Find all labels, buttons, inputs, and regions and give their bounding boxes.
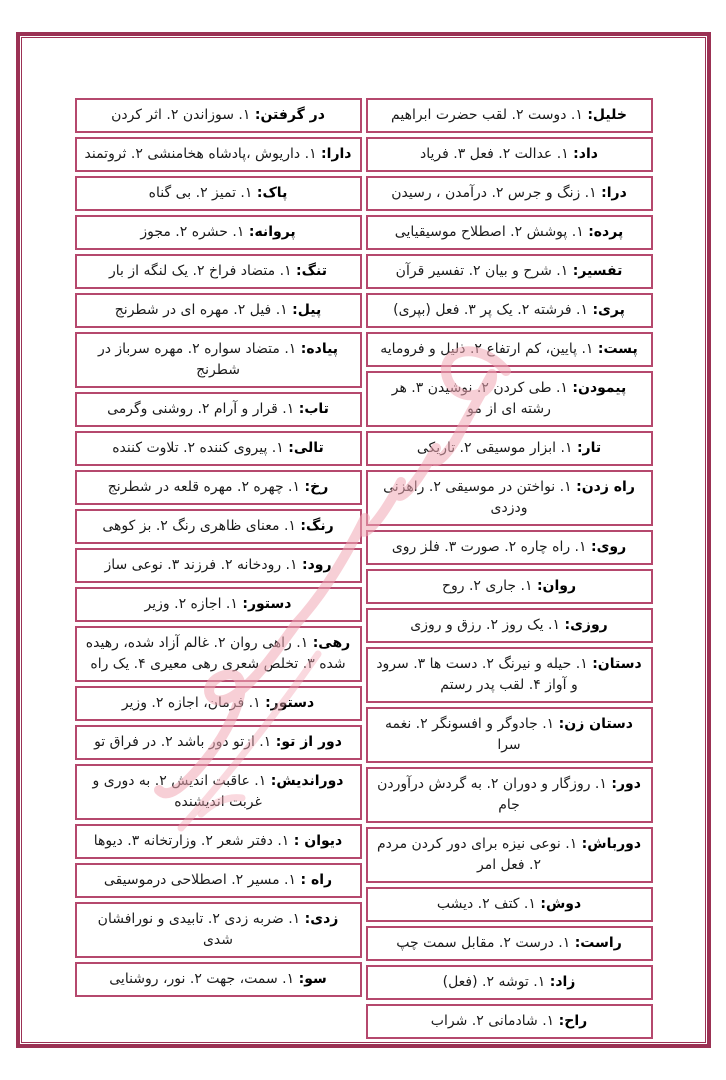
entry-right-13 (366, 647, 653, 703)
entry-right-14 (366, 707, 653, 763)
entry-term: خلیل: (587, 107, 627, 123)
entry-definition: ۱. حشره ۲. مجوز (140, 224, 245, 240)
entry-definition: ۱. عاقبت اندیش ۲. به دوری و غربت اندیشنده (92, 773, 267, 810)
entry-left-8 (75, 431, 362, 466)
entry-definition: ۱. دوست ۲. لقب حضرت ابراهیم (391, 107, 583, 123)
entry-definition: ۱. فرمان، اجازه ۲. وزیر (121, 695, 261, 711)
entry-right-4 (366, 254, 653, 289)
entry-definition: ۱. قرار و آرام ۲. روشنی وگرمی (107, 401, 295, 417)
entry-right-20 (366, 1004, 653, 1039)
entry-definition: ۱. جادوگر و افسونگر ۲. نغمه سرا (384, 716, 555, 753)
entry-term: دارا: (321, 146, 352, 162)
entry-term: دستان: (592, 656, 642, 672)
entry-left-3 (75, 215, 362, 250)
entry-term: در گرفتن: (254, 107, 325, 123)
entry-definition: ۱. مسیر ۲. اصطلاحی درموسیقی (103, 872, 297, 888)
left-column (75, 98, 362, 1039)
entry-left-7 (75, 392, 362, 427)
entry-left-19 (75, 902, 362, 958)
entry-definition: ۱. معنای ظاهری رنگ ۲. بز کوهی (102, 518, 296, 534)
entry-definition: ۱. تمیز ۲. بی گناه (148, 185, 253, 201)
entry-term: روان: (536, 578, 577, 594)
entry-right-11 (366, 569, 653, 604)
entry-definition: ۱. فیل ۲. مهره ای در شطرنج (114, 302, 288, 318)
entry-term: پاک: (256, 185, 288, 201)
page-border-frame (16, 32, 711, 1048)
entry-definition: ۱. شادمانی ۲. شراب (430, 1013, 555, 1029)
entry-term: تاب: (298, 401, 329, 417)
entry-definition: ۱. جاری ۲. روح (441, 578, 533, 594)
entry-right-10 (366, 530, 653, 565)
entry-term: پرده: (588, 224, 624, 240)
entry-definition: ۱. دفتر شعر ۲. وزارتخانه ۳. دیوها (93, 833, 290, 849)
entry-left-14 (75, 686, 362, 721)
entry-term: راح: (558, 1013, 588, 1029)
entry-right-2 (366, 176, 653, 211)
entry-definition: ۱. متضاد فراخ ۲. یک لنگه از بار (109, 263, 292, 279)
entry-term: دیوان : (293, 833, 343, 849)
entry-definition: ۱. چهره ۲. مهره قلعه در شطرنج (107, 479, 301, 495)
entry-definition: ۱. زنگ و جرس ۲. درآمدن ، رسیدن (391, 185, 597, 201)
entry-definition: ۱. راهی روان ۲. غالم آزاد شده، رهیده شده ۳. تخلص شعری رهی معیری ۴. یک راه (85, 635, 346, 672)
entry-term: تنگ: (296, 263, 327, 279)
entry-left-0 (75, 98, 362, 133)
entry-term: پیاده: (300, 341, 339, 357)
entry-term: دوش: (540, 896, 582, 912)
entry-definition: ۱. پیروی کننده ۲. تلاوت کننده (112, 440, 284, 456)
entry-term: دور: (611, 776, 641, 792)
entry-term: دستور: (242, 596, 292, 612)
entry-right-19 (366, 965, 653, 1000)
entry-left-1 (75, 137, 362, 172)
entry-term: پروانه: (248, 224, 296, 240)
entry-term: درا: (601, 185, 627, 201)
entry-definition: ۱. عدالت ۲. فعل ۳. فریاد (420, 146, 569, 162)
entry-definition: ۱. یک روز ۲. رزق و روزی (410, 617, 561, 633)
entry-term: رنگ: (300, 518, 334, 534)
entry-term: دوراندیش: (270, 773, 344, 789)
entry-term: رود: (301, 557, 332, 573)
entry-left-5 (75, 293, 362, 328)
entry-term: دور از تو: (275, 734, 342, 750)
entry-definition: ۱. حیله و نیرنگ ۲. دست ها ۳. سرود و آواز ۴. لقب پدر رستم (376, 656, 588, 693)
entry-left-4 (75, 254, 362, 289)
entry-term: روی: (590, 539, 627, 555)
entry-definition: ۱. درست ۲. مقابل سمت چپ (396, 935, 571, 951)
entry-definition: ۱. نواختن در موسیقی ۲. راهزنی ودزدی (383, 479, 572, 516)
entry-term: دستان زن: (558, 716, 633, 732)
entry-term: زاد: (549, 974, 576, 990)
entry-term: دستور: (265, 695, 315, 711)
entry-term: رخ: (304, 479, 329, 495)
entry-right-7 (366, 371, 653, 427)
entry-definition: ۱. فرشته ۲. یک پر ۳. فعل (بپری) (393, 302, 588, 318)
entry-definition: ۱. روزگار و دوران ۲. به گردش درآوردن جام (377, 776, 607, 813)
entry-right-6 (366, 332, 653, 367)
entry-left-16 (75, 764, 362, 820)
entry-term: دورباش: (581, 836, 642, 852)
entry-term: تالی: (288, 440, 324, 456)
entry-left-18 (75, 863, 362, 898)
entry-term: پری: (592, 302, 625, 318)
entry-definition: ۱. رودخانه ۲. فرزند ۳. نوعی ساز (104, 557, 298, 573)
entry-term: روزی: (564, 617, 608, 633)
entry-definition: ۱. اجازه ۲. وزیر (144, 596, 238, 612)
entry-term: پیل: (292, 302, 322, 318)
entry-definition: ۱. ضربه زدی ۲. تابیدی و نورافشان شدی (97, 911, 301, 948)
entry-right-5 (366, 293, 653, 328)
entry-term: رهی: (312, 635, 351, 651)
entry-left-12 (75, 587, 362, 622)
entry-term: راه : (300, 872, 333, 888)
entry-definition: ۱. پایین، کم ارتفاع ۲. ذلیل و فرومایه (380, 341, 594, 357)
entry-right-1 (366, 137, 653, 172)
entry-term: راه زدن: (576, 479, 635, 495)
entry-right-15 (366, 767, 653, 823)
entry-term: داد: (573, 146, 598, 162)
entry-left-9 (75, 470, 362, 505)
entry-term: سو: (298, 971, 327, 987)
entry-definition: ۱. راه چاره ۲. صورت ۳. فلز روی (391, 539, 587, 555)
entry-right-17 (366, 887, 653, 922)
entry-right-16 (366, 827, 653, 883)
entry-left-6 (75, 332, 362, 388)
right-column (366, 98, 653, 1039)
entry-definition: ۱. سوزاندن ۲. اثر کردن (111, 107, 251, 123)
entry-right-9 (366, 470, 653, 526)
entry-right-3 (366, 215, 653, 250)
entry-left-20 (75, 962, 362, 997)
entry-definition: ۱. داریوش ،پادشاه هخامنشی ۲. ثروتمند (84, 146, 317, 162)
entry-term: پیمودن: (572, 380, 627, 396)
entry-definition: ۱. شرح و بیان ۲. تفسیر قرآن (395, 263, 569, 279)
entry-left-13 (75, 626, 362, 682)
entry-left-11 (75, 548, 362, 583)
entry-left-10 (75, 509, 362, 544)
entry-term: راست: (574, 935, 622, 951)
entry-definition: ۱. کتف ۲. دیشب (436, 896, 536, 912)
entry-right-8 (366, 431, 653, 466)
entry-term: زدی: (304, 911, 339, 927)
entry-definition: ۱. سمت، جهت ۲. نور، روشنایی (109, 971, 295, 987)
definitions-table (75, 98, 653, 1039)
entry-definition: ۱. ازتو دور باشد ۲. در فراق تو (94, 734, 272, 750)
entry-definition: ۱. متضاد سواره ۲. مهره سرباز در شطرنج (97, 341, 297, 378)
entry-term: تار: (576, 440, 602, 456)
entry-term: تفسیر: (572, 263, 623, 279)
entry-definition: ۱. طی کردن ۲. نوشیدن ۳. هر رشته ای از مو (391, 380, 568, 417)
entry-left-17 (75, 824, 362, 859)
entry-definition: ۱. توشه ۲. (فعل) (442, 974, 546, 990)
entry-right-18 (366, 926, 653, 961)
entry-definition: ۱. ابزار موسیقی ۲. تاریکی (416, 440, 573, 456)
entry-left-2 (75, 176, 362, 211)
entry-right-12 (366, 608, 653, 643)
entry-definition: ۱. پوشش ۲. اصطلاح موسیقیایی (394, 224, 584, 240)
entry-definition: ۱. نوعی نیزه برای دور کردن مردم ۲. فعل امر (376, 836, 578, 873)
entry-term: پست: (597, 341, 638, 357)
entry-right-0 (366, 98, 653, 133)
entry-left-15 (75, 725, 362, 760)
